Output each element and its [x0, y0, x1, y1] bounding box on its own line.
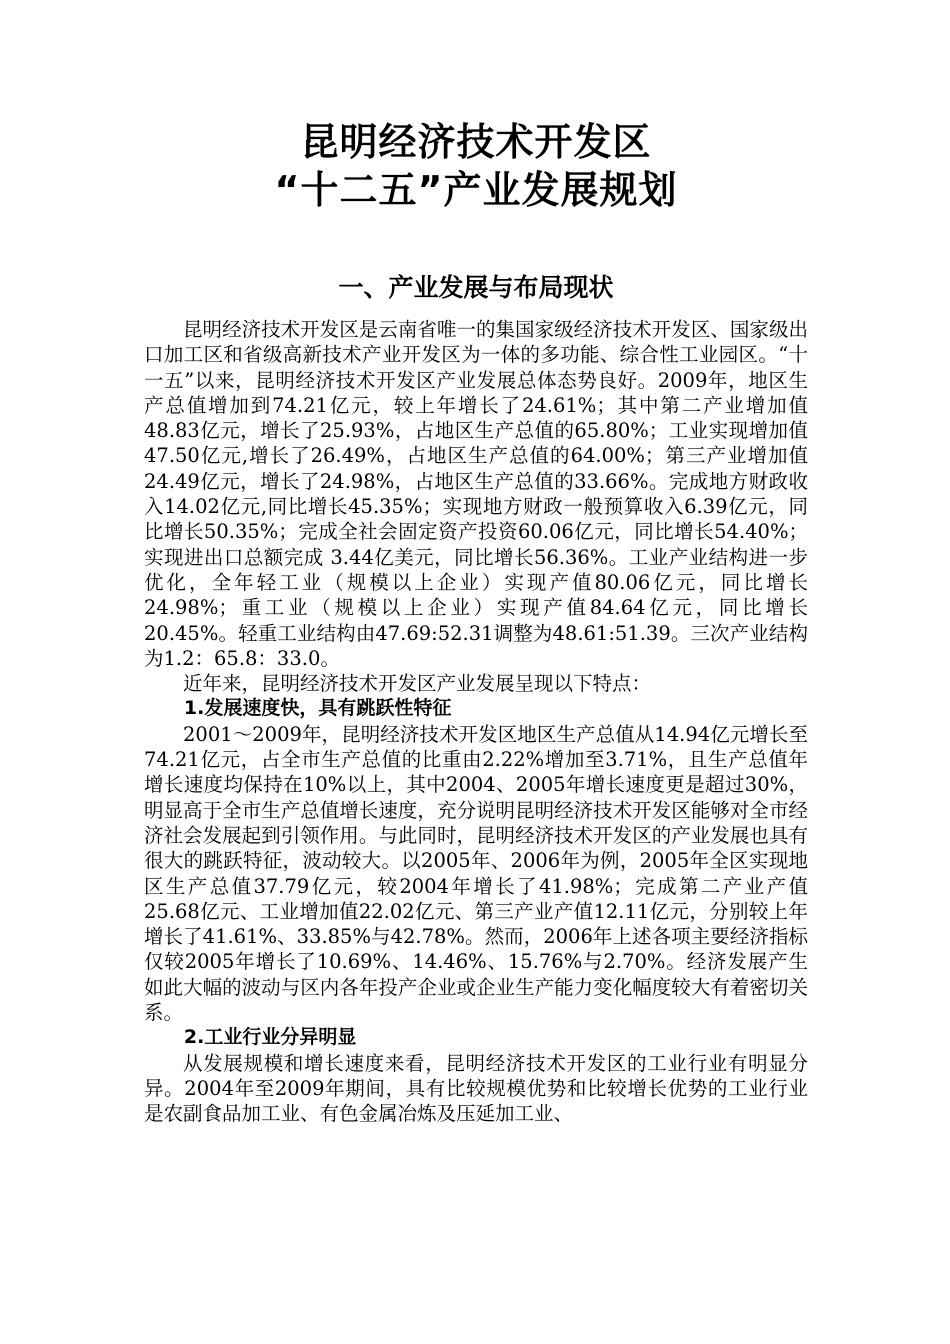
document-page	[144, 118, 808, 1127]
section-heading: 一、产业发展与布局现状	[338, 273, 614, 302]
title-line-1: 昆明经济技术开发区	[300, 120, 652, 164]
subheading-industry: 2.工业行业分异明显	[183, 1026, 357, 1049]
paragraph-industry: 从发展规模和增长速度来看，昆明经济技术开发区的工业行业有明显分异。2004年至2009年期间，具有比较规模优势和比较增长优势的工业行业是农副食品加工业、有色金属冶炼及压延加工业、	[144, 1051, 808, 1126]
document-title	[144, 118, 808, 214]
paragraph-growth: 2001～2009年，昆明经济技术开发区地区生产总值从14.94亿元增长至74.21亿元，占全市生产总值的比重由2.22%增加至3.71%，且生产总值年增长速度均保持在10%以上，其中2004、2005年增长速度更是超过30%，明显高于全市生产总值增长速度，充分说明昆明经济技术开发区能够对全市经济社会发展起到引领作用。与此同时，昆明经济技术开发区的产业发展也具有很大的跳跃特征，波动较大。以2005年、2006年为例，2005年全区实现地区生产总值37.79亿元，较2004年增长了41.98%；完成第二产业产值25.68亿元、工业增加值22.02亿元、第三产业产值12.11亿元，分别较上年增长了41.61%、33.85%与42.78%。然而，2006年上述各项主要经济指标仅较2005年增长了10.69%、14.46%、15.76%与2.70%。经济发展产生如此大幅的波动与区内各年投产企业或企业生产能力变化幅度较大有着密切关系。	[144, 722, 808, 1025]
paragraph-overview: 昆明经济技术开发区是云南省唯一的集国家级经济技术开发区、国家级出口加工区和省级高新技术产业开发区为一体的多功能、综合性工业园区。“十一五”以来，昆明经济技术开发区产业发展总体态势良好。2009年，地区生产总值增加到74.21亿元，较上年增长了24.61%；其中第二产业增加值48.83亿元，增长了25.93%，占地区生产总值的65.80%；工业实现增加值47.50亿元,增长了26.49%，占地区生产总值的64.00%；第三产业增加值24.49亿元，增长了24.98%，占地区生产总值的33.66%。完成地方财政收入14.02亿元,同比增长45.35%；实现地方财政一般预算收入6.39亿元，同比增长50.35%；完成全社会固定资产投资60.06亿元，同比增长54.40%；实现进出口总额完成 3.44亿美元，同比增长56.36%。工业产业结构进一步优化，全年轻工业（规模以上企业）实现产值80.06亿元，同比增长24.98%；重工业（规模以上企业）实现产值84.64亿元，同比增长20.45%。轻重工业结构由47.69:52.31调整为48.61:51.39。三次产业结构为1.2：65.8：33.0。	[144, 318, 808, 670]
subheading-growth: 1.发展速度快，具有跳跃性特征	[183, 697, 452, 720]
title-line-2: “十二五”产业发展规划	[274, 168, 678, 212]
paragraph-features-intro: 近年来，昆明经济技术开发区产业发展呈现以下特点：	[183, 672, 652, 696]
